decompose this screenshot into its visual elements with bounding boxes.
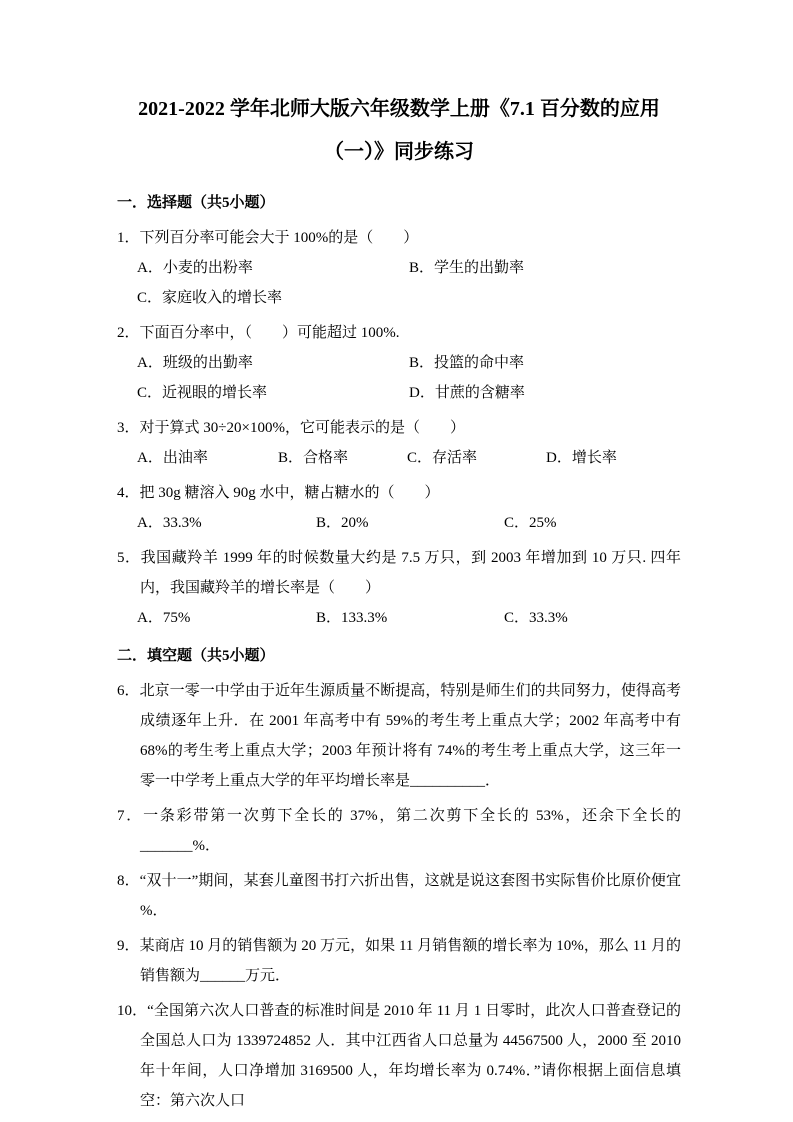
section-1-header: 一．选择题（共5小题）	[117, 195, 275, 211]
question-4-option-c: C．25%	[504, 515, 557, 531]
question-4-options-row	[117, 508, 681, 538]
document-title-line-1: 2021-2022 学年北师大版六年级数学上册《7.1 百分数的应用	[138, 98, 660, 120]
question-1-option-c: C．家庭收入的增长率	[137, 290, 283, 306]
document-title-line-2: （一）》同步练习	[324, 141, 474, 163]
question-3-option-c: C．存活率	[407, 450, 478, 466]
question-3-option-a: A．出油率	[137, 450, 208, 466]
question-6-text: 6．北京一零一中学由于近年生源质量不断提高，特别是师生们的共同努力，使得高考成绩逐年上升．在 2001 年高考中有 59%的考生考上重点大学；2002 年高考中有 68%的考生考上重点大学；2003 年预计将有 74%的考生考上重点大学，这三年一零一中学考上重点大学的年平均增长率是__________．	[117, 683, 681, 789]
question-1-option-b: B．学生的出勤率	[409, 260, 525, 276]
question-2-options-row-2	[117, 378, 681, 408]
question-1-option-a: A．小麦的出粉率	[137, 260, 253, 276]
question-4-option-a: A．33.3%	[137, 515, 202, 531]
question-3-text: 3．对于算式 30÷20×100%，它可能表示的是（ ）	[117, 420, 465, 436]
question-3-option-b: B．合格率	[278, 450, 349, 466]
question-5-option-c: C．33.3%	[504, 610, 568, 626]
question-8-text: 8．“双十一”期间，某套儿童图书打六折出售，这就是说这套图书实际售价比原价便宜 %．	[117, 873, 712, 919]
section-2-header: 二．填空题（共5小题）	[117, 648, 275, 664]
question-3-options-row	[117, 443, 681, 473]
question-9-text: 9．某商店 10 月的销售额为 20 万元，如果 11 月销售额的增长率为 10%，那么 11 月的销售额为______万元．	[117, 938, 681, 984]
question-10-text: 10．“全国第六次人口普查的标准时间是 2010 年 11 月 1 日零时，此次人口普查登记的全国总人口为 1339724852 人．其中江西省人口总量为 44567500 人，2000 至 2010 年十年间，人口净增加 3169500 人，年均增长率为 0.74%．”请你根据上面信息填空：第六次人口	[117, 1003, 681, 1109]
question-2-option-d: D．甘蔗的含糖率	[409, 385, 525, 401]
question-1-options-row-1	[117, 253, 681, 283]
question-5-text: 5．我国藏羚羊 1999 年的时候数量大约是 7.5 万只，到 2003 年增加到 10 万只. 四年内，我国藏羚羊的增长率是（ ）	[117, 550, 681, 596]
question-2-options-row-1	[117, 348, 681, 378]
question-3-option-d: D．增长率	[546, 450, 617, 466]
question-1-text: 1．下列百分率可能会大于 100%的是（ ）	[117, 230, 419, 246]
question-7-text: 7．一条彩带第一次剪下全长的 37%，第二次剪下全长的 53%，还余下全长的_______%．	[117, 808, 681, 854]
question-2-option-a: A．班级的出勤率	[137, 355, 253, 371]
question-2-option-b: B．投篮的命中率	[409, 355, 525, 371]
question-5-options-row	[117, 603, 681, 633]
document-title	[117, 88, 681, 174]
question-5-option-a: A．75%	[137, 610, 191, 626]
question-2-text: 2．下面百分率中，（ ）可能超过 100%.	[117, 325, 400, 341]
question-4-option-b: B．20%	[316, 515, 369, 531]
question-2-option-c: C．近视眼的增长率	[137, 385, 268, 401]
question-5-option-b: B．133.3%	[316, 610, 388, 626]
question-4-text: 4．把 30g 糖溶入 90g 水中，糖占糖水的（ ）	[117, 485, 440, 501]
question-1-options-row-2	[117, 283, 681, 313]
